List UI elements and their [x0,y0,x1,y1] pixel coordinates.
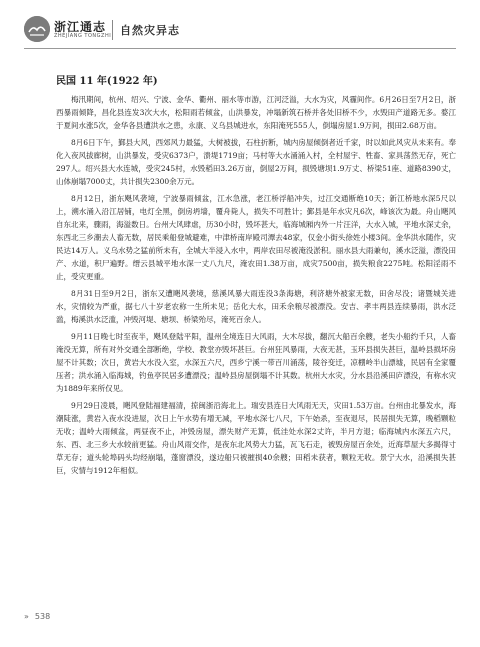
paragraph: 8月12日，浙东飓风袭境，宁波暴雨倾盆，江水急涨，老江桥浮船冲失，过江交通断绝10天；新江桥地水深5尺以上，溯水涌入沿江居铺，电灯全黑，倒房坍墙，覆舟毙人，损失不可胜计；鄞县是年水灾凡6次，峰该次为最。舟山飓风自东北来，骤雨，海溢数日。台州大风肆虐，历30小时，毁坏甚大，临海城厢内外一片汪洋，大水入城，平地水深丈余，东西北三乡潮去人畜无数，居民乘船登城避难，中津桥南岸殿司潭去48家，仅金小街头徐姓小楼3间。金华洪水随作，灾民达14万人。义乌水势之猛前所未有，全城大半浸入水中，两岸农田尽被淹没淤积。丽水县大雨兼旬，溪水泛溢，漂没田产、水道，积尸遍野。缙云县城平地水深一丈八九尺，淹农田1.38万亩，成灾7500亩，损失粮食2275吨。松阳淫雨不止，受灾更重。 [56,194,456,281]
section-title: 民国 11 年(1922 年) [56,76,158,87]
book-title: 自然灾异志 [120,24,180,37]
header-rule [24,48,456,49]
page-footer [24,612,50,621]
logo-emblem-icon [24,16,50,42]
paragraph: 8月6日下午，鄞县大风，西郊风力最猛，大树被拔，石柱折断，城内房屋倾倒者近千家，时以如此风灾从未来有。奉化入夜风拔廊树，山洪暴发，受灾6373户，溃堤1719亩；马村等大水涌涌入村，全村屋宇、牲畜、家具荡然无存，死亡297人。绍兴县大水连城，受灾245村，水毁稻田3.26万亩，倒屋2万间，损毁塘坝1.9万丈、桥梁51座、道路8390丈，山体崩塌7000丈，共计损失2300余万元。 [56,138,456,186]
main-content [56,72,456,481]
paragraph: 9月11日晚七时至夜半，飓风登陆平阳，温州全境连日大风雨，大木尽拔，翻沉大船百余艘，老失小船约千只，人畜淹没无算，所有对外交通全部断绝，学校、教堂亦毁坏甚巨。台州狂风暴雨，大夜无甚，玉环县损失甚巨，温岭县损坏房屋不计其数；次日，黄岩大水没入室，水深五六尺，西乡宁溪一带百川涌荡，陵谷变迁，凉棚岭半山漂墟，民居有全家覆压者；洪水涌入临海城，钓鱼亭民居多遭漂没；温岭县房屋倒塌不计其数。杭州大水灾，分水县沿溪田庐漂没，有称水灾为1889年来所仅见。 [56,332,456,393]
logo-title: 浙江通志 [54,20,107,34]
page-header [24,16,456,48]
footer-arrow-icon: » [24,612,29,621]
logo-subtitle: ZHEJIANG TONGZHI [54,33,112,39]
paragraph: 梅汛期间，杭州、绍兴、宁波、金华、衢州、丽水等市游，江河泛溢，大水为灾，风霾间作。6月26日至7月2日，浙西暴雨倾降，昌化县连发3次大水，松阳雨若倾盆，山洪暴发，冲塌新筑石桥并各处旧桥不少，水毁田产道路无多。婺江于夏间水涨5次，金华各县遭洪水之患，永康、义乌县城进水，东阳淹死555人，倒塌房屋1.9万间，损田2.68万亩。 [56,95,456,130]
header-divider [112,20,113,40]
page-number: 538 [34,612,51,621]
paragraph: 9月29日凌晨，飓风登陆福建福清，掠闽浙沿海北上。瑞安县连日大风雨无天，灾田1.53万亩。台州由北暴发水，海潮陡涨，黄岩入夜水没进屋，次日上午水势有增无减，平地水深七八尺，下午始杀，至夜退尽，民居损失无算，晚稻颗粒无收；温岭大雨倾盆，两昼夜不止，冲毁房屋，漂失财产无算，低洼处水深2丈许，半月方退；临海城内水深五六尺，东、西、北三乡大水较前更猛。舟山风雨交作，是夜东北风势大力猛，瓦飞石走，被毁房屋百余处，近海草屋大多揭得寸草无存；道头轮埠码头均经崩塌，蓬窗漂没，遂边船只被摧损40余艘；田稻未获者，颗粒无收。景宁大水，沿溪损失甚巨，灾情与1912年相似。 [56,401,456,475]
paragraph: 8月31日至9月2日，浙东又遭飓风袭境，慈溪风暴大雨连没3条海塘，利济塘外被家无数，田舍尽没；诸暨城关进水，灾情较为严重，据七八十岁老农称一生所未见；岳化大水，田禾余粮尽被漂没。安吉、孝丰两县连续暴雨，洪水泛滥，梅溪洪水泛滥，冲毁河堤、塘坝、桥梁殆尽，淹死百余人。 [56,289,456,324]
